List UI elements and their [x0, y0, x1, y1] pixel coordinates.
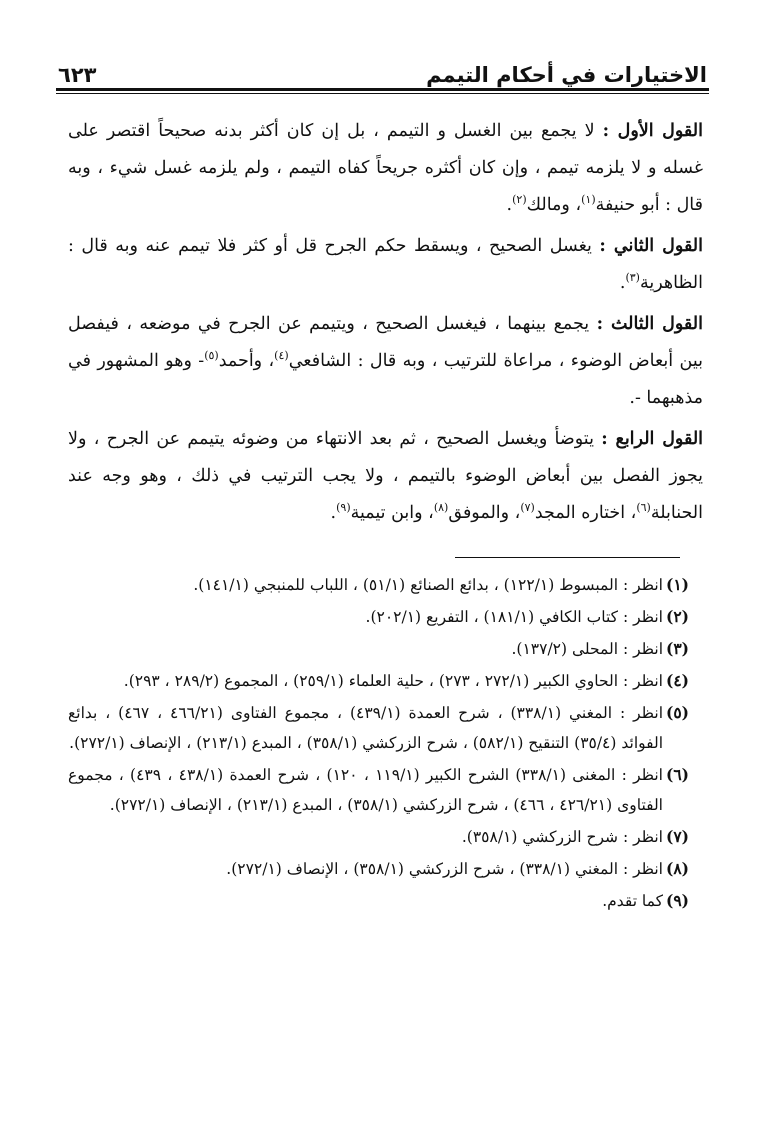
opinion-label: القول الرابع : [601, 429, 704, 449]
footnote-number: (٦) [665, 765, 689, 784]
running-header [58, 54, 707, 88]
footnote-text: كما تقدم. [602, 892, 663, 910]
footnote-number: (٨) [665, 859, 689, 878]
opinion-label: القول الثاني : [599, 236, 703, 256]
footnote-ref: (٣) [625, 271, 640, 285]
paragraph-text: ، وابن تيمية [350, 503, 434, 523]
footnote-number: (٤) [665, 671, 689, 690]
footnote-text: انظر : شرح الزركشي (٣٥٨/١). [461, 828, 663, 846]
footnote-separator [455, 557, 680, 558]
footnote-ref: (٩) [336, 501, 351, 515]
footnote-6 [68, 760, 689, 820]
footnote-text: انظر : المغنى (٣٣٨/١) الشرح الكبير (١١٩/١ ، ١٢٠) ، شرح العمدة (٤٣٨/١ ، ٤٣٩) ، مجموع الفتاوى (٤٢٦/٢١ ، ٤٦٦) ، شرح الزركشي (٣٥٨/١) ، المبدع (٢١٣/١) ، الإنصاف (٢٧٢/١). [68, 766, 663, 814]
footnote-ref: (١) [581, 193, 596, 207]
footnote-number: (٢) [665, 607, 689, 626]
footnote-5 [68, 698, 689, 758]
paragraph-text: يتوضأ ويغسل الصحيح ، ثم بعد الانتهاء من وضوئه يتيمم عن الجرح ، ولا يجوز الفصل بين أبعاض الوضوء بالتيمم ، ولا يجب الترتيب في ذلك ، وهو وجه عند الحنابلة [68, 429, 703, 523]
footnote-number: (١) [665, 575, 689, 594]
footnote-8 [68, 854, 689, 884]
main-text [68, 113, 703, 536]
footnote-number: (٧) [665, 827, 689, 846]
footnotes [68, 570, 689, 918]
footnote-text: انظر : المغني (٣٣٨/١) ، شرح الزركشي (٣٥٨/١) ، الإنصاف (٢٧٢/١). [226, 860, 663, 878]
footnote-ref: (٦) [636, 501, 651, 515]
footnote-ref: (٤) [274, 349, 289, 363]
paragraph-text: . [330, 503, 337, 523]
paragraph-text: ، ومالك [526, 195, 582, 215]
footnote-text: انظر : المغني (٣٣٨/١) ، شرح العمدة (٤٣٩/١) ، مجموع الفتاوى (٤٦٦/٢١ ، ٤٦٧) ، بدائع الفوائد (٣٥/٤) التنقيح (٥٨٢/١) ، شرح الزركشي (٣٥٨/١) ، المبدع (٢١٣/١) ، الإنصاف (٢٧٢/١). [68, 704, 664, 752]
paragraph-text: يغسل الصحيح ، ويسقط حكم الجرح قل أو كثر فلا تيمم عنه وبه قال : الظاهرية [68, 236, 703, 293]
paragraph-opinion-3 [68, 306, 703, 417]
footnote-3 [68, 634, 689, 664]
paragraph-text: ، اختاره المجد [534, 503, 637, 523]
paragraph-opinion-1 [68, 113, 703, 224]
footnote-4 [68, 666, 689, 696]
paragraph-opinion-2 [68, 228, 703, 302]
footnote-number: (٩) [665, 891, 689, 910]
page-number: ٦٢٣ [58, 63, 97, 87]
paragraph-text: ، وأحمد [218, 351, 275, 371]
opinion-label: القول الأول : [602, 121, 703, 141]
paragraph-text: لا يجمع بين الغسل و التيمم ، بل إن كان أكثر بدنه صحيحاً اقتصر على غسله و لا يلزمه تيمم ، وإن كان أكثره جريحاً كفاه التيمم ، ولم يلزمه غسل شيء ، وبه قال : أبو حنيفة [68, 121, 703, 215]
footnote-9 [68, 886, 689, 916]
footnote-ref: (٢) [512, 193, 527, 207]
opinion-label: القول الثالث : [596, 314, 703, 334]
paragraph-text: . [619, 273, 626, 293]
paragraph-text: . [506, 195, 513, 215]
footnote-text: انظر : الحاوي الكبير (٢٧٢/١ ، ٢٧٣) ، حلية العلماء (٢٥٩/١) ، المجموع (٢٨٩/٢ ، ٢٩٣). [123, 672, 663, 690]
paragraph-text: يجمع بينهما ، فيغسل الصحيح ، ويتيمم عن الجرح في موضعه ، فيفصل بين أبعاض الوضوء ، مراعاة للترتيب ، وبه قال : الشافعي [68, 314, 703, 371]
footnote-text: انظر : كتاب الكافي (١٨١/١) ، التفريع (٢٠٢/١). [365, 608, 663, 626]
footnote-ref: (٧) [520, 501, 535, 515]
footnote-1 [68, 570, 689, 600]
footnote-2 [68, 602, 689, 632]
paragraph-text: - وهو المشهور في مذهبهما -. [68, 351, 703, 408]
footnote-text: انظر : المبسوط (١٢٢/١) ، بدائع الصنائع (٥١/١) ، اللباب للمنبجي (١٤١/١). [193, 576, 663, 594]
footnote-7 [68, 822, 689, 852]
footnote-text: انظر : المحلى (١٣٧/٢). [511, 640, 663, 658]
footnote-ref: (٨) [433, 501, 449, 515]
paragraph-text: ، والموفق [448, 503, 521, 523]
footnote-ref: (٥) [204, 349, 219, 363]
footnote-number: (٥) [665, 703, 689, 722]
paragraph-opinion-4 [68, 421, 703, 532]
header-title: الاختيارات في أحكام التيمم [426, 63, 707, 87]
header-rule-thin [56, 93, 709, 94]
header-rule [56, 88, 709, 91]
footnote-number: (٣) [665, 639, 689, 658]
